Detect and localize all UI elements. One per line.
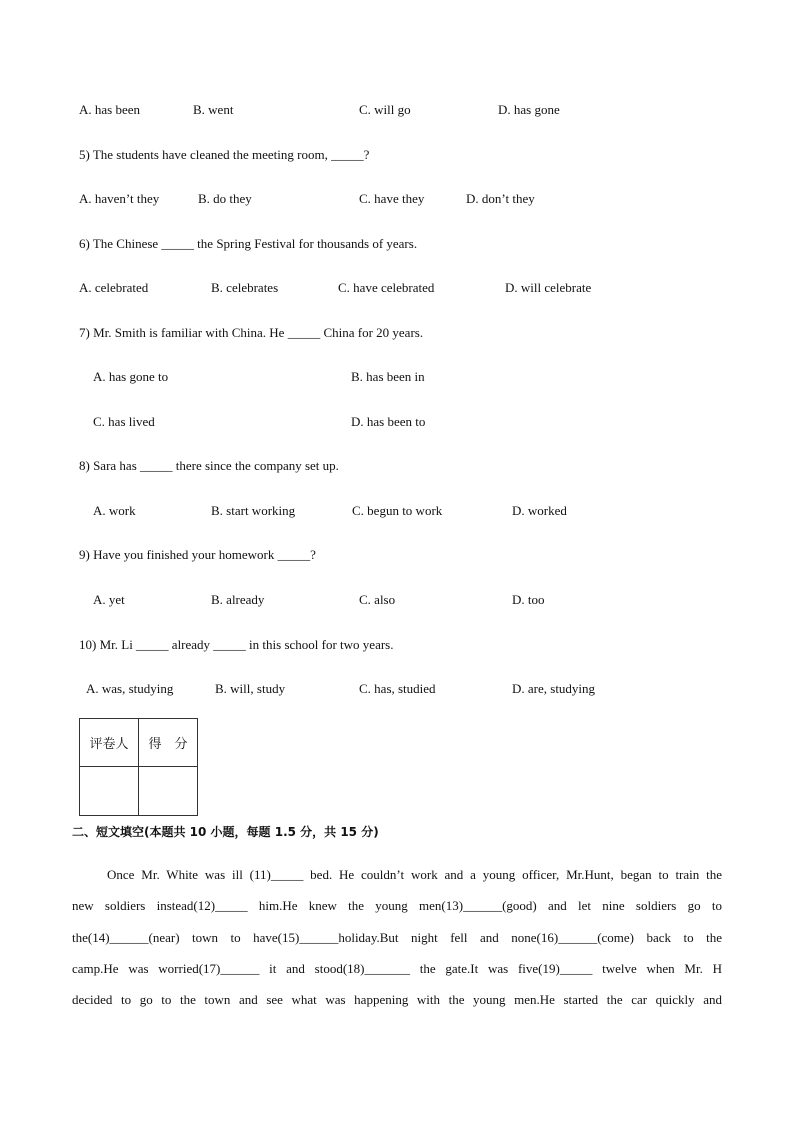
q4-option-d: D. has gone [498, 102, 560, 117]
q9-option-b: B. already [211, 592, 265, 607]
q10-option-b: B. will, study [215, 681, 286, 696]
passage-line-2: new soldiers instead(12)_____ him.He knew the young men(13)______(good) and let nine soldiers go to [72, 898, 722, 913]
score-label: 得 分 [139, 719, 198, 767]
q7-option-c: C. has lived [93, 414, 155, 429]
q6-option-b: B. celebrates [211, 280, 279, 295]
q6-option-d: D. will celebrate [505, 280, 592, 295]
q4-option-b: B. went [193, 102, 234, 117]
q7-option-d: D. has been to [351, 414, 426, 429]
q5-option-a: A. haven’t they [79, 191, 160, 206]
q10-option-d: D. are, studying [512, 681, 596, 696]
q5-option-b: B. do they [198, 191, 252, 206]
q8-option-a: A. work [93, 503, 136, 518]
q10-option-c: C. has, studied [359, 681, 436, 696]
q5-stem: 5) The students have cleaned the meeting room, _____? [79, 147, 370, 162]
grader-cell[interactable] [80, 767, 139, 816]
q10-stem: 10) Mr. Li _____ already _____ in this school for two years. [79, 637, 394, 652]
section-2-title: 二、短文填空(本题共 10 小题，每题 1.5 分，共 15 分) [72, 825, 379, 839]
q9-stem: 9) Have you finished your homework _____? [79, 547, 316, 562]
q6-option-a: A. celebrated [79, 280, 149, 295]
q10-option-a: A. was, studying [86, 681, 174, 696]
passage-line-3: the(14)______(near) town to have(15)______holiday.But night fell and none(16)______(come) back to the [72, 930, 722, 945]
q9-option-c: C. also [359, 592, 396, 607]
q4-option-a: A. has been [79, 102, 141, 117]
q7-option-b: B. has been in [351, 369, 425, 384]
q9-option-a: A. yet [93, 592, 125, 607]
q4-option-c: C. will go [359, 102, 411, 117]
q7-option-a: A. has gone to [93, 369, 169, 384]
score-table [79, 718, 198, 816]
q5-option-d: D. don’t they [466, 191, 535, 206]
q6-option-c: C. have celebrated [338, 280, 435, 295]
q8-option-c: C. begun to work [352, 503, 443, 518]
q8-stem: 8) Sara has _____ there since the company set up. [79, 458, 339, 473]
passage-line-4: camp.He was worried(17)______ it and stood(18)_______ the gate.It was five(19)_____ twelve when Mr. H [72, 961, 722, 976]
passage-line-5: decided to go to the town and see what was happening with the young men.He started the car quickly and [72, 992, 722, 1007]
grader-label: 评卷人 [80, 719, 139, 767]
q8-option-b: B. start working [211, 503, 296, 518]
q7-stem: 7) Mr. Smith is familiar with China. He _____ China for 20 years. [79, 325, 424, 340]
q5-option-c: C. have they [359, 191, 425, 206]
q8-option-d: D. worked [512, 503, 567, 518]
score-cell[interactable] [139, 767, 198, 816]
q6-stem: 6) The Chinese _____ the Spring Festival for thousands of years. [79, 236, 418, 251]
q9-option-d: D. too [512, 592, 545, 607]
passage-line-1: Once Mr. White was ill (11)_____ bed. He couldn’t work and a young officer, Mr.Hunt, began to train the [107, 867, 722, 882]
